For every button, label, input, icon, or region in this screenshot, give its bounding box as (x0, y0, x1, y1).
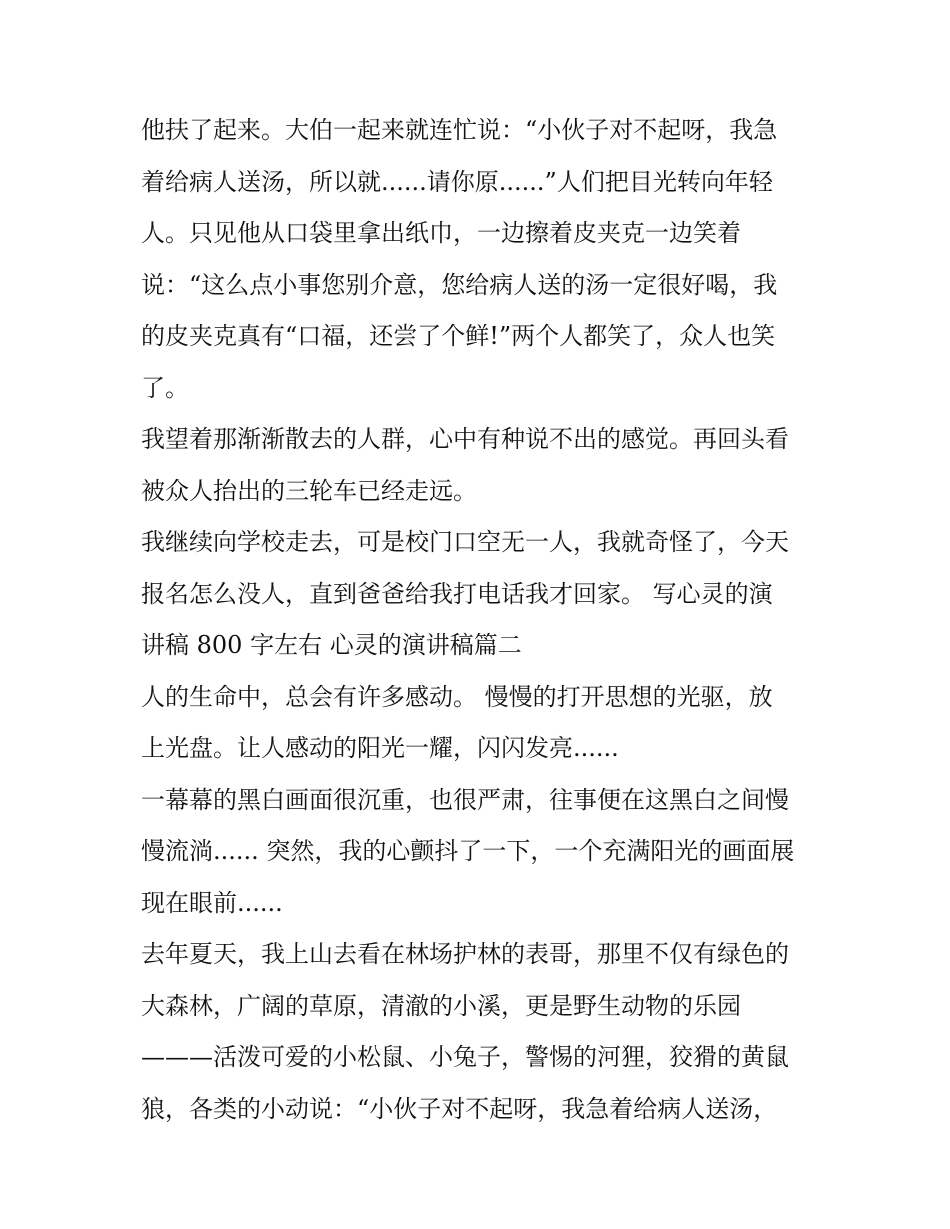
text-line: 一幕幕的黑白画面很沉重，也很严肃，往事便在这黑白之间慢 (141, 785, 789, 814)
text-line: 现在眼前...... (141, 888, 283, 917)
text-line: 上光盘。让人感动的阳光一耀，闪闪发亮...... (141, 734, 619, 762)
document-body (141, 105, 821, 1135)
text-line: 狼，各类的小动说：“小伙子对不起呀，我急着给病人送汤， (141, 1094, 778, 1123)
text-line: 我望着那渐渐散去的人群，心中有种说不出的感觉。再回头看 (141, 425, 789, 453)
text-line: 着给病人送汤，所以就......请你原......”人们把目光转向年轻 (141, 167, 773, 196)
text-line: 的皮夹克真有“口福，还尝了个鲜!”两个人都笑了，众人也笑 (141, 322, 776, 350)
text-line: 被众人抬出的三轮车已经走远。 (141, 476, 477, 505)
text-line: ———活泼可爱的小松鼠、小兔子，警惕的河狸，狡猾的黄鼠 (141, 1043, 789, 1071)
text-line: 人。只见他从口袋里拿出纸巾，一边擦着皮夹克一边笑着 (141, 219, 741, 247)
text-line: 慢流淌...... 突然，我的心颤抖了一下，一个充满阳光的画面展 (141, 837, 795, 865)
text-line: 他扶了起来。大伯一起来就连忙说：“小伙子对不起呀，我急 (141, 116, 778, 144)
text-line: 了。 (141, 373, 189, 402)
text-line: 去年夏天，我上山去看在林场护林的表哥，那里不仅有绿色的 (141, 940, 789, 968)
text-line: 讲稿 800 字左右 心灵的演讲稿篇二 (141, 631, 522, 659)
text-line: 人的生命中，总会有许多感动。 慢慢的打开思想的光驱，放 (141, 682, 773, 711)
text-line: 大森林，广阔的草原，清澈的小溪，更是野生动物的乐园 (141, 991, 741, 1020)
text-line: 说：“这么点小事您别介意，您给病人送的汤一定很好喝，我 (141, 270, 778, 299)
text-line: 我继续向学校走去，可是校门口空无一人，我就奇怪了，今天 (141, 528, 789, 556)
text-line: 报名怎么没人，直到爸爸给我打电话我才回家。 写心灵的演 (141, 579, 773, 608)
